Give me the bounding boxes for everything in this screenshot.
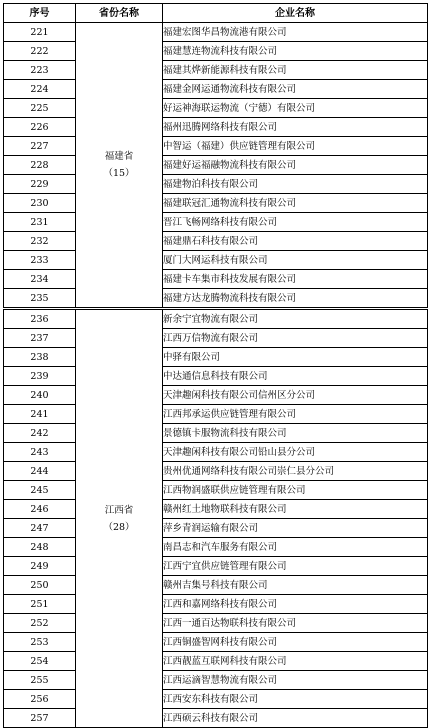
table-row bbox=[4, 367, 428, 386]
company-name-cell: 天津趣闲科技有限公司铅山县分公司 bbox=[163, 443, 428, 462]
table-row bbox=[4, 118, 428, 137]
seq-cell: 241 bbox=[4, 405, 76, 424]
seq-cell: 229 bbox=[4, 175, 76, 194]
company-name-cell: 江西硕云科技有限公司 bbox=[163, 709, 428, 728]
table-row bbox=[4, 270, 428, 289]
company-name-cell: 福建卡车集市科技发展有限公司 bbox=[163, 270, 428, 289]
seq-cell: 231 bbox=[4, 213, 76, 232]
company-name-cell: 中达通信息科技有限公司 bbox=[163, 367, 428, 386]
table-row bbox=[4, 309, 428, 329]
table-row bbox=[4, 386, 428, 405]
seq-cell: 230 bbox=[4, 194, 76, 213]
seq-cell: 226 bbox=[4, 118, 76, 137]
seq-cell: 222 bbox=[4, 42, 76, 61]
company-name-cell: 景德镇卡服物流科技有限公司 bbox=[163, 424, 428, 443]
company-name-cell: 江西铜盛智网科技有限公司 bbox=[163, 633, 428, 652]
company-name-cell: 中智运（福建）供应链管理有限公司 bbox=[163, 137, 428, 156]
table-row bbox=[4, 500, 428, 519]
table-row bbox=[4, 289, 428, 309]
seq-cell: 237 bbox=[4, 329, 76, 348]
seq-cell: 242 bbox=[4, 424, 76, 443]
company-name-cell: 江西宁宜供应链管理有限公司 bbox=[163, 557, 428, 576]
company-name-cell: 厦门大网运科技有限公司 bbox=[163, 251, 428, 270]
company-name-cell: 福建宏图华昌物流港有限公司 bbox=[163, 23, 428, 42]
company-name-cell: 福建物泊科技有限公司 bbox=[163, 175, 428, 194]
seq-cell: 252 bbox=[4, 614, 76, 633]
seq-cell: 250 bbox=[4, 576, 76, 595]
company-name-cell: 福建联冠汇通物流科技有限公司 bbox=[163, 194, 428, 213]
table-row bbox=[4, 671, 428, 690]
company-name-cell: 江西运滴智慧物流有限公司 bbox=[163, 671, 428, 690]
table-row bbox=[4, 61, 428, 80]
table-row bbox=[4, 175, 428, 194]
company-name-cell: 中驿有限公司 bbox=[163, 348, 428, 367]
province-count: （15） bbox=[103, 168, 135, 179]
province-cell bbox=[76, 23, 163, 309]
company-name-cell: 福建好运福融物流科技有限公司 bbox=[163, 156, 428, 175]
table-row bbox=[4, 23, 428, 42]
province-name: 福建省 bbox=[104, 151, 134, 162]
seq-cell: 225 bbox=[4, 99, 76, 118]
seq-cell: 254 bbox=[4, 652, 76, 671]
company-name-cell: 江西万信物流有限公司 bbox=[163, 329, 428, 348]
seq-cell: 256 bbox=[4, 690, 76, 709]
seq-cell: 246 bbox=[4, 500, 76, 519]
seq-cell: 249 bbox=[4, 557, 76, 576]
seq-cell: 224 bbox=[4, 80, 76, 99]
table-row bbox=[4, 213, 428, 232]
company-name-cell: 江西一通百达物联科技有限公司 bbox=[163, 614, 428, 633]
seq-cell: 236 bbox=[4, 309, 76, 329]
company-name-cell: 福州迅腾网络科技有限公司 bbox=[163, 118, 428, 137]
header-province: 省份名称 bbox=[76, 4, 163, 23]
header-row bbox=[4, 4, 428, 23]
seq-cell: 248 bbox=[4, 538, 76, 557]
table-row bbox=[4, 633, 428, 652]
seq-cell: 245 bbox=[4, 481, 76, 500]
company-name-cell: 江西靓蓝互联网科技有限公司 bbox=[163, 652, 428, 671]
table-row bbox=[4, 156, 428, 175]
table-row bbox=[4, 194, 428, 213]
table-row bbox=[4, 557, 428, 576]
company-name-cell: 福建金网运通物流科技有限公司 bbox=[163, 80, 428, 99]
seq-cell: 235 bbox=[4, 289, 76, 309]
company-name-cell: 萍乡青润运输有限公司 bbox=[163, 519, 428, 538]
table-row bbox=[4, 481, 428, 500]
table-row bbox=[4, 576, 428, 595]
seq-cell: 234 bbox=[4, 270, 76, 289]
table-row bbox=[4, 519, 428, 538]
seq-cell: 244 bbox=[4, 462, 76, 481]
table-row bbox=[4, 80, 428, 99]
seq-cell: 247 bbox=[4, 519, 76, 538]
company-name-cell: 江西物润盛联供应链管理有限公司 bbox=[163, 481, 428, 500]
company-table bbox=[3, 3, 428, 728]
document-page bbox=[3, 3, 428, 728]
seq-cell: 257 bbox=[4, 709, 76, 728]
seq-cell: 232 bbox=[4, 232, 76, 251]
seq-cell: 255 bbox=[4, 671, 76, 690]
seq-cell: 221 bbox=[4, 23, 76, 42]
province-cell bbox=[76, 309, 163, 728]
company-name-cell: 福建慧连物流科技有限公司 bbox=[163, 42, 428, 61]
table-row bbox=[4, 652, 428, 671]
table-row bbox=[4, 329, 428, 348]
company-name-cell: 贵州优通网络科技有限公司崇仁县分公司 bbox=[163, 462, 428, 481]
company-name-cell: 江西安东科技有限公司 bbox=[163, 690, 428, 709]
table-row bbox=[4, 405, 428, 424]
table-row bbox=[4, 462, 428, 481]
table-row bbox=[4, 348, 428, 367]
table-row bbox=[4, 137, 428, 156]
province-count: （28） bbox=[103, 521, 135, 533]
province-name: 江西省 bbox=[104, 504, 134, 516]
table-row bbox=[4, 614, 428, 633]
company-name-cell: 福建方达龙腾物流科技有限公司 bbox=[163, 289, 428, 309]
company-name-cell: 福建其烨新能源科技有限公司 bbox=[163, 61, 428, 80]
table-row bbox=[4, 424, 428, 443]
header-seq: 序号 bbox=[4, 4, 76, 23]
seq-cell: 228 bbox=[4, 156, 76, 175]
company-name-cell: 好运神海联运物流（宁德）有限公司 bbox=[163, 99, 428, 118]
seq-cell: 253 bbox=[4, 633, 76, 652]
company-name-cell: 江西邦承运供应链管理有限公司 bbox=[163, 405, 428, 424]
company-name-cell: 天津趣闲科技有限公司信州区分公司 bbox=[163, 386, 428, 405]
seq-cell: 251 bbox=[4, 595, 76, 614]
table-row bbox=[4, 709, 428, 728]
table-row bbox=[4, 595, 428, 614]
seq-cell: 239 bbox=[4, 367, 76, 386]
company-name-cell: 晋江飞畅网络科技有限公司 bbox=[163, 213, 428, 232]
table-row bbox=[4, 538, 428, 557]
seq-cell: 227 bbox=[4, 137, 76, 156]
seq-cell: 223 bbox=[4, 61, 76, 80]
seq-cell: 240 bbox=[4, 386, 76, 405]
company-name-cell: 赣州吉集号科技有限公司 bbox=[163, 576, 428, 595]
table-row bbox=[4, 251, 428, 270]
company-name-cell: 新余宁宜物流有限公司 bbox=[163, 309, 428, 329]
company-name-cell: 江西和嘉网络科技有限公司 bbox=[163, 595, 428, 614]
table-row bbox=[4, 42, 428, 61]
table-body bbox=[4, 23, 428, 728]
table-row bbox=[4, 443, 428, 462]
company-name-cell: 南昌志和汽车服务有限公司 bbox=[163, 538, 428, 557]
seq-cell: 233 bbox=[4, 251, 76, 270]
table-row bbox=[4, 690, 428, 709]
company-name-cell: 福建鼎石科技有限公司 bbox=[163, 232, 428, 251]
table-row bbox=[4, 99, 428, 118]
company-name-cell: 赣州红土地物联科技有限公司 bbox=[163, 500, 428, 519]
seq-cell: 243 bbox=[4, 443, 76, 462]
table-row bbox=[4, 232, 428, 251]
header-company: 企业名称 bbox=[163, 4, 428, 23]
seq-cell: 238 bbox=[4, 348, 76, 367]
